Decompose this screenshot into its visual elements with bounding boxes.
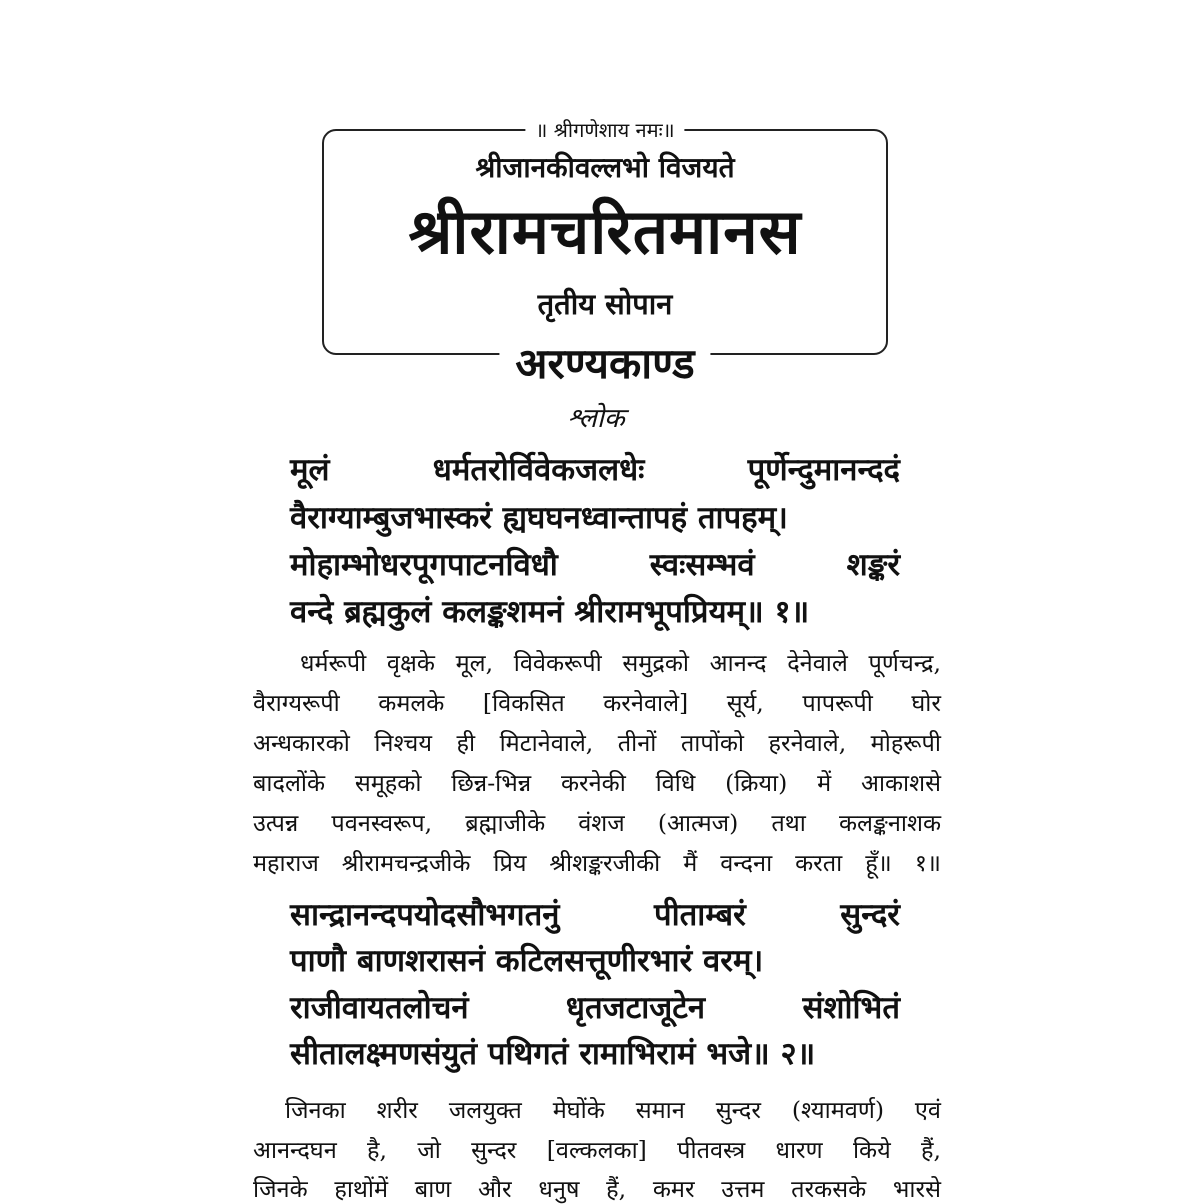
invocation-line: ॥ श्रीगणेशाय नमः॥ — [525, 116, 684, 143]
meaning-line: आनन्दघन है, जो सुन्दर [वल्कलका] पीतवस्त्र धारण किये हैं, — [253, 1136, 941, 1164]
meaning-line: जिनका शरीर जलयुक्त मेघोंके समान सुन्दर (श्यामवर्ण) एवं — [285, 1096, 941, 1124]
meaning-line: उत्पन्न पवनस्वरूप, ब्रह्माजीके वंशज (आत्मज) तथा कलङ्कनाशक — [253, 809, 941, 837]
verse-line: वैराग्याम्बुजभास्करं ह्यघघनध्वान्तापहं तापहम्। — [290, 500, 788, 536]
verse-line: राजीवायतलोचनं धृतजटाजूटेन संशोभितं — [290, 990, 900, 1026]
verse-line: मोहाम्भोधरपूगपाटनविधौ स्वःसम्भवं शङ्करं — [290, 547, 900, 583]
verse-line: सान्द्रानन्दपयोदसौभगतनुं पीताम्बरं सुन्दरं — [290, 897, 900, 933]
verse-line: सीतालक्ष्मणसंयुतं पथिगतं रामाभिरामं भजे॥ २॥ — [290, 1036, 816, 1072]
sopan-subtitle: तृतीय सोपान — [537, 287, 673, 321]
meaning-line: बादलोंके समूहको छिन्न-भिन्न करनेकी विधि (क्रिया) में आकाशसे — [253, 769, 941, 797]
meaning-line: महाराज श्रीरामचन्द्रजीके प्रिय श्रीशङ्करजीकी मैं वन्दना करता हूँ॥ १॥ — [253, 849, 941, 877]
page-title: श्रीरामचरितमानस — [408, 195, 802, 268]
kanda-title: अरण्यकाण्ड — [499, 334, 710, 391]
verse-line: वन्दे ब्रह्मकुलं कलङ्कशमनं श्रीरामभूपप्रियम्॥ १॥ — [290, 594, 810, 630]
meaning-line: अन्धकारको निश्चय ही मिटानेवाले, तीनों तापोंको हरनेवाले, मोहरूपी — [253, 729, 941, 757]
verse-line: पाणौ बाणशरासनं कटिलसत्तूणीरभारं वरम्। — [290, 943, 764, 979]
verse-line: मूलं धर्मतरोर्विवेकजलधेः पूर्णेन्दुमानन्ददं — [290, 452, 900, 488]
meaning-line: जिनके हाथोंमें बाण और धनुष हैं, कमर उत्तम तरकसके भारसे — [253, 1175, 941, 1203]
vijayate-line: श्रीजानकीवल्लभो विजयते — [475, 151, 735, 184]
shloka-heading: श्लोक — [567, 403, 625, 434]
meaning-line: धर्मरूपी वृक्षके मूल, विवेकरूपी समुद्रको आनन्द देनेवाले पूर्णचन्द्र, — [300, 649, 941, 677]
meaning-line: वैराग्यरूपी कमलके [विकसित करनेवाले] सूर्य, पापरूपी घोर — [253, 689, 941, 717]
